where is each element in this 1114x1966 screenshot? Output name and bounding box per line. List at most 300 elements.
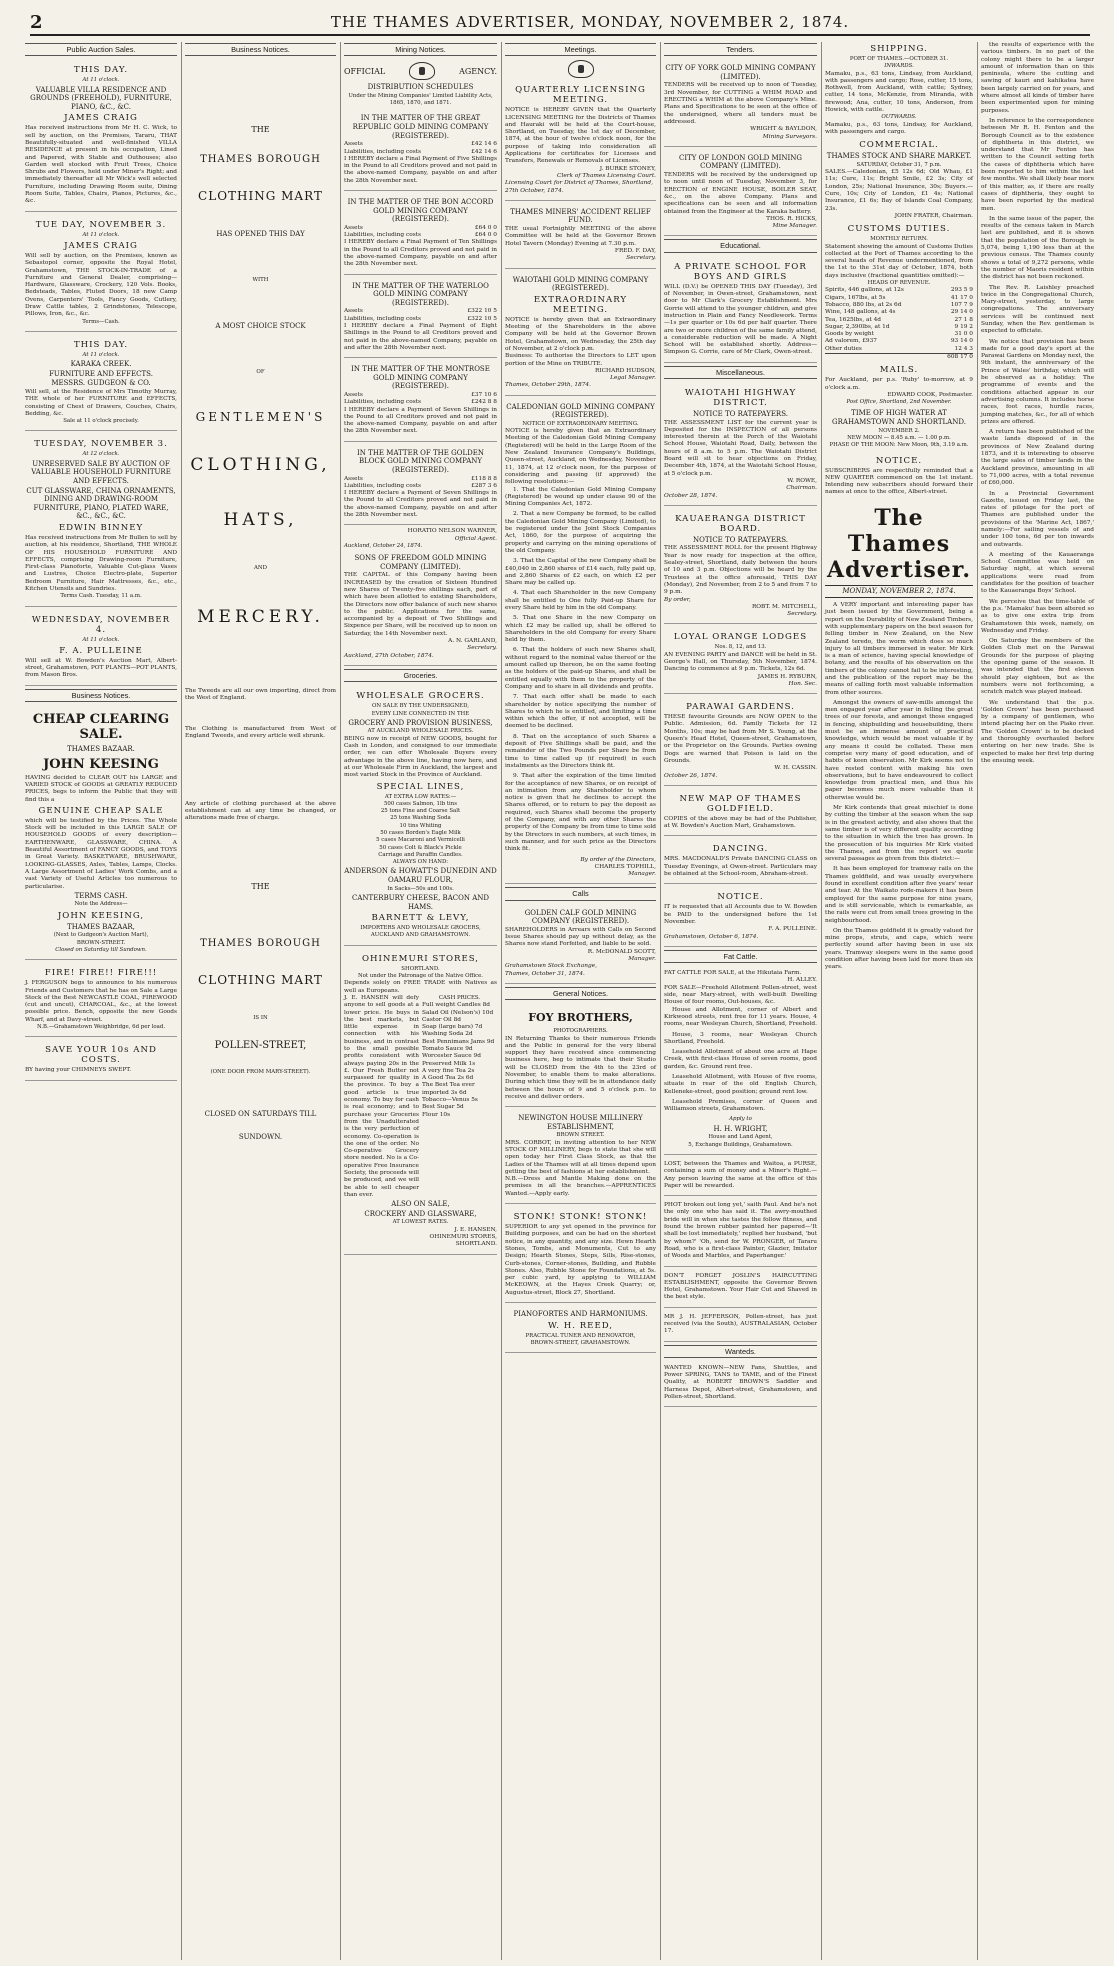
ad-body: COPIES of the above may be had of the Publisher, at W. Bowden's Auction Mart, Grahamstown. [664, 815, 817, 830]
ad-signature: J. BURKE STONEY, [599, 165, 656, 172]
ad-by-order: By order of the Directors, [580, 856, 656, 863]
ad-also: AT LOWEST RATES. [392, 1219, 449, 1226]
liabilities-value: £287 3 6 [471, 482, 497, 489]
dancing-ad [664, 839, 817, 884]
column-shipping-commercial [821, 42, 976, 1960]
auction-ad-karaka [25, 335, 177, 432]
duty-amount: 9 19 2 [954, 323, 973, 330]
ad-heading: TUE DAY, NOVEMBER 3. [35, 219, 167, 230]
ad-closed: Closed on Saturday till Sundown. [55, 946, 147, 953]
ad-heading: THIS DAY. [73, 65, 129, 76]
duty-item: Sugar, 2,390lbs, at 1d [825, 323, 890, 330]
section-header: Meetings. [505, 43, 656, 56]
ad-signature: A. N. GARLAND, [448, 638, 497, 645]
distribution-schedule [344, 361, 497, 442]
column-mining-notices [340, 42, 500, 1960]
price-item: A very fine Tea 2s [422, 1067, 475, 1074]
ad-date: October 26, 1874. [664, 772, 718, 779]
liabilities-label: Liabilities, including costs [344, 148, 421, 155]
ad-note: Note the Address— [74, 901, 128, 908]
ad-signature: J. E. HANSEN, [454, 1226, 497, 1233]
ad-heading: WEDNESDAY, NOVEMBER 4. [31, 614, 171, 635]
ad-body: SUPERIOR to any yet opened in the province for Building purposes, and can be had on the shortest notice, in any quantity, and any size. Hewn Hearth Stones, Tombs, and Monuments, Cut to any Design; Hearth Stones, Steps, Sills, Rise-stones, Curb-stones, Corner-stones, Building, and Rubble Stones. Also, Rubble Stone for Foundations, at 5s. per cubic yard, by applying to WILLIAM McKEOWN, at the Hayes Creek Quarry; or, Augustus-street, Block 27, Shortland. [505, 1224, 656, 1296]
ad-opened: HAS OPENED THIS DAY [216, 230, 305, 239]
ad-line: ON SALE BY THE UNDERSIGNED, [372, 703, 469, 710]
ad-title-borough: THAMES BOROUGH [200, 937, 321, 949]
ad-signature: ROBT. M. MITCHELL, [751, 603, 817, 610]
ad-business: Business: To authorise the Directors to LET upon portion of the Mine on TRIBUTE. [505, 353, 656, 367]
ad-body: FOR SALE—Freehold Allotment Pollen-street, west side, near Mary-street, with well-built Dwelling House of four rooms, Out-houses, &c. [664, 984, 817, 1006]
duties-table [825, 287, 973, 353]
ad-place: THAMES BAZAAR. [67, 745, 135, 754]
ad-office: Licensing Court for District of Thames, Shortland, 27th October, 1874. [505, 180, 653, 194]
schedule-title: IN THE MATTER OF THE WATERLOO GOLD MINING COMPANY (REGISTERED). [352, 281, 489, 307]
ad-title: KAUAERANGA DISTRICT BOARD. [675, 513, 806, 534]
price-item: Flour 10s [422, 1111, 451, 1118]
ad-body: THE CAPITAL of this Company having been INCREASED by the creation of Sixteen Hundred new Shares of Twenty-five shillings each, part of which have been allotted to existing Shareholders, the Directors now offer balance of such new shares to the public. Applications for the same, accompanied by a deposit of Two Shillings and Sixpence per Share, will be received up to noon on Saturday, the 14th November next. [344, 572, 497, 637]
ad-body: Will sell, at the Residence of Mrs Timothy Murray, THE whole of her FURNITURE and EFFECTS, consisting of Chest of Drawers, Couches, Chairs, Bedding, &c. [25, 388, 177, 417]
schedule-title: IN THE MATTER OF THE GOLDEN BLOCK GOLD MINING COMPANY (REGISTERED). [357, 448, 484, 474]
resolution: 3. That the Capital of the new Company shall be £40,040 in 2,860 shares of £14 each, fully paid up, and 2,860 Shares of £2 each, on which £2 per Share may be called up. [505, 558, 656, 587]
stone-ad [505, 1207, 656, 1303]
assets-label: Assets [344, 141, 363, 148]
special-item: 50 cases Borden's Eagle Milk [380, 829, 461, 836]
assets-label: Assets [344, 308, 363, 315]
ad-sub: NOTICE TO RATEPAYERS. [693, 409, 788, 418]
assets-value: £322 10 5 [467, 308, 497, 315]
liabilities-row [344, 149, 497, 156]
assets-row [344, 392, 497, 399]
ad-time: At 11 o'clock. [82, 351, 120, 358]
auction-ad-binney [25, 434, 177, 606]
ad-sub: NOTICE OF EXTRAORDINARY MEETING. [522, 420, 639, 427]
foy-brothers-ad [505, 1004, 656, 1107]
distribution-body: Under the Mining Companies' Limited Liability Acts, 1865, 1870, and 1871. [348, 92, 493, 107]
property-item: Leasehold Premises, corner of Queen and Williamson streets, Grahamstown. [664, 1098, 817, 1113]
section-header: Tenders. [664, 43, 817, 56]
ad-mercery: MERCERY. [197, 606, 324, 627]
ad-date: Thames, October 29th, 1874. [505, 382, 591, 389]
leader-paragraph: Amongst the owners of saw-mills amongst the men engaged year after year in felling the great trees of our forests, and amongst those engaged in fencing, shipbuilding and housebuilding, there must be an immense amount of practical knowledge, which would be most valuable if by any means it could be collated. These men comprise very many of good education, and of habits of keen observation. Mr Kirk seems not to have rested content with making his own observations, but to have endeavoured to collect knowledge from practical men, and thus his paper becomes much more valuable than it otherwise would be. [825, 699, 973, 801]
ad-title: PIANOFORTES AND HARMONIUMS. [513, 1310, 648, 1319]
city-of-london-ad [664, 150, 817, 237]
news-paragraph: A meeting of the Kauaeranga School Committee was held on Saturday night, at which several applications were read from candidates for the position of teacher to the Kauaeranga Boys' School. [981, 551, 1094, 595]
royal-crest-icon [409, 62, 435, 80]
ad-sundown: SUNDOWN. [238, 1133, 283, 1142]
ad-genuine: GENUINE CHEAP SALE [38, 805, 164, 816]
ad-body: Has received instructions from Mr Bullen to sell by auction, at his residence, Shortland, THE WHOLE OF HIS HOUSEHOLD FURNITURE AND EFFECTS, comprising Drawing-room Furniture, First-class Pianoforte, Valuable Cut-glass Vases and Lustres, Choice Electro-plate, Superior Bedroom Furniture, Hair Mattresses, &c., etc., Kitchen Utensils and Sundries. [25, 534, 177, 592]
customs-heads: HEADS OF REVENUE. [867, 280, 931, 287]
ad-body: WILL (D.V.) be OPENED THIS DAY (Tuesday), 3rd of November, in Owen-street, Grahamstown, next door to Mr Clark's Grocery Establishment. Mrs Gorrie will attend to the younger children, and give instruction in Plain and Fancy Needlework. Terms—1s per quarter or 10s 6d per half quarter. There are two or more children of the same family attend, a considerable reduction will be made. A Night School will be established shortly. Address—Simpson G. Corrie, care of Mr Clark, Owen-street. [664, 283, 817, 356]
ad-body: IT is requested that all Accounts due to W. Bowden be PAID to the undersigned before the 1st November. [664, 904, 817, 925]
news-paragraph: We understand that the p.s. 'Golden Crown' has been purchased by a company of gentlemen, who intend placing her on the Piako river. The 'Golden Crown' is to be docked and thoroughly overhauled before entering on her new trade. She is expected to make her first trip during the ensuing week. [981, 699, 1094, 764]
accounts-notice-ad [664, 887, 817, 946]
section-header: Groceries. [344, 669, 497, 682]
ad-signature: W. H. REED, [547, 1320, 614, 1331]
duty-row [825, 309, 973, 316]
property-item: House, 3 rooms, near Wesleyan Church Shortland, Freehold. [664, 1031, 817, 1045]
ad-title: WHOLESALE GROCERS. [356, 691, 485, 702]
ad-body: THESE favourite Grounds are NOW OPEN to the Public. Admission, 6d. Family Tickets for 12 Months, 10s; may be had from Mr S. Young, at the Queen's Head Hotel, Queen-street, Grahamstown, or the Proprietor on the Grounds. Parties owning Dogs are warned that Poison is laid on the Grounds. [664, 714, 817, 764]
ad-nb: N.B.—Dress and Mantle Making done on the premises in all the branches.—APPRENTICES Wanted.—Apply early. [505, 1176, 656, 1197]
stock-signature: JOHN FRATER, Chairman. [894, 212, 973, 219]
ad-role: Clerk of Thames Licensing Court. [557, 172, 656, 179]
section-header: Business Notices. [25, 689, 177, 702]
ad-address-name: JOHN KEESING, [57, 910, 145, 921]
ad-time: At 11 o'clock. [82, 77, 120, 84]
ad-title: SONS OF FREEDOM GOLD MINING COMPANY (LIMITED). [354, 554, 487, 571]
liabilities-label: Liabilities, including costs [344, 315, 421, 322]
special-item: 25 tons Fine and Coarse Salt [380, 808, 461, 815]
duty-row [825, 287, 973, 294]
ad-title: STONK! STONK! STONK! [513, 1212, 648, 1223]
leader-article [825, 602, 973, 972]
ad-body: NOTICE is HEREBY GIVEN that the Quarterly LICENSING MEETING for the Districts of Thames and Hauraki will be held at the Court-house, Shortland, on Tuesday, the 1st day of December, 1874, at the hour of twelve o'clock noon, for the purpose of taking into consideration all Applications for certificates for Licenses and Transfers, Renewals or Removals of Licenses. [505, 107, 656, 165]
liabilities-value: £322 10 5 [467, 315, 497, 322]
goldfield-map-ad [664, 789, 817, 837]
liabilities-row [344, 483, 497, 490]
ad-closed: CLOSED ON SATURDAYS TILL [204, 1110, 317, 1119]
ad-firm: BARNETT & LEVY, [371, 913, 470, 924]
assets-label: Assets [344, 391, 363, 398]
ad-clothing-note: The Clothing is manufactured from West of England Tweeds, and every article well shrunk. [185, 726, 336, 740]
tide-title: TIME OF HIGH WATER AT GRAHAMSTOWN AND SHORTLAND. [832, 409, 966, 427]
ad-auctioneer: MESSRS. GUDGEON & CO. [51, 379, 151, 388]
ad-address: (Next to Gudgeon's Auction Mart), [53, 932, 149, 939]
schedule-body: I HEREBY declare a Final Payment of Eight Shillings in the Pound to all Creditors proved and not paid in the above-named Company, payable on and after the 28th November next. [344, 322, 497, 351]
ad-body: HAVING decided to CLEAR OUT his LARGE and VARIED STOCK of GOODS at GREATLY REDUCED PRICES, begs to inform the Public that they will find this a [25, 774, 177, 803]
resolution: 8. That on the acceptance of such Shares a deposit of Five Shillings shall be paid, and the remainder of the Two Pounds per Share be from time to time called up (if required) in such instalments as the Directors think fit. [505, 733, 656, 769]
assets-row [344, 225, 497, 232]
ad-sub: EXTRAORDINARY MEETING. [533, 294, 628, 315]
liabilities-value: £64 0 0 [474, 232, 497, 239]
newington-ad [505, 1110, 656, 1204]
waiotahi-meeting-ad [505, 272, 656, 396]
distribution-schedule [344, 278, 497, 359]
inwards-heading: INWARDS. [884, 63, 914, 70]
section-header: Mining Notices. [344, 43, 497, 56]
wanted-ad [664, 1362, 817, 1407]
ad-body: THE ASSESSMENT ROLL for the present Highway Year is now ready for inspection at the office, Sealey-street, Shortland, daily between the hours of 10 and 3 p.m. Objections will be heard by the Trustees at the office aforesaid, THIS DAY (Monday), 2nd November, from 2 to 5 and from 7 to 9 p.m. [664, 545, 817, 596]
special-item: 10 tins Whiting [399, 822, 442, 829]
ad-title: DANCING. [712, 844, 769, 855]
ad-name: JOHN KEESING [43, 756, 159, 772]
outwards-heading: OUTWARDS. [881, 114, 917, 121]
waiotahi-highway-ad [664, 383, 817, 506]
ad-also: ALSO ON SALE, [391, 1200, 450, 1209]
ad-firm-line: IMPORTERS AND WHOLESALE GROCERS, [360, 925, 481, 932]
duty-amount: 27 1 8 [954, 316, 973, 323]
section-header: Miscellaneous. [664, 366, 817, 379]
ad-title: CALEDONIAN GOLD MINING COMPANY (REGISTERED). [506, 402, 655, 420]
assets-row [344, 476, 497, 483]
ad-is-in: IS IN [253, 1014, 268, 1021]
notice-title: NOTICE. [875, 455, 923, 466]
ad-role: Hon. Sec. [788, 680, 817, 687]
sweep-ad [25, 1040, 177, 1080]
ad-body: SHAREHOLDERS in Arrears with Calls on Second Issue Shares should pay up without delay, as the Shares now stand Forfeited, and liable to be sold. [505, 926, 656, 948]
schedule-list [344, 110, 497, 525]
ad-role: Secretary. [787, 611, 817, 618]
liabilities-row [344, 316, 497, 323]
news-paragraph: On Saturday the members of the Golden Club met on the Parawai Grounds for the purpose of playing the opening game of the season. It was intended that the first eleven should play eighteen, but as the numbers were not forthcoming, a scratch match was played instead. [981, 638, 1094, 696]
ad-hats: HATS, [223, 510, 298, 531]
duty-amount: 31 0 0 [954, 331, 973, 338]
duty-row [825, 317, 973, 324]
mails-title: MAILS. [879, 365, 919, 376]
ad-title: GOLDEN CALF GOLD MINING COMPANY (REGISTERED). [524, 908, 637, 926]
ad-flour-sizes: In Sacks—50s and 100s. [387, 885, 454, 892]
ad-signature: JAMES H. RYBURN, [757, 673, 817, 680]
section-header: Public Auction Sales. [25, 43, 177, 56]
ad-signature: SHORTLAND. [455, 1241, 497, 1248]
duty-row [825, 331, 973, 338]
pronger-ad [664, 1199, 817, 1266]
ad-sub: BROWN STREET. [556, 1132, 605, 1139]
column-tenders [660, 42, 820, 1960]
price-item: Castor Oil 8d [422, 1016, 462, 1023]
duty-amount: 93 14 0 [950, 338, 973, 345]
newspaper-date: MONDAY, NOVEMBER 2, 1874. [825, 585, 973, 598]
customs-title: CUSTOMS DUTIES. [847, 224, 951, 235]
shipping-title: SHIPPING. [870, 44, 928, 54]
cash-prices-list [422, 1002, 497, 1119]
ad-place: SHORTLAND. [401, 965, 440, 972]
liabilities-value: £242 8 8 [471, 399, 497, 406]
ad-title: NEWINGTON HOUSE MILLINERY ESTABLISHMENT, [518, 1114, 643, 1131]
ad-time: At 12 o'clock. [82, 451, 120, 458]
ad-of: OF [256, 368, 265, 375]
ad-body: BY having your CHIMNEYS SWEPT. [25, 1067, 132, 1074]
keesing-ad [25, 706, 177, 960]
stock-date: SATURDAY, October 31, 7 p.m. [856, 161, 942, 168]
special-item: 50 cases Colt & Black's Pickle [379, 844, 462, 851]
duty-item: Tea, 1625lbs, at 4d [825, 316, 881, 323]
price-item: The Best Tea ever imported 3s 6d [422, 1082, 475, 1096]
ad-the: THE [251, 125, 270, 135]
ad-one-door: (ONE DOOR FROM MARY-STREET). [210, 1069, 311, 1076]
ad-always: ALWAYS ON HAND: [392, 859, 449, 866]
ad-date: Thames, October 31, 1874. [505, 970, 585, 977]
ad-time: At 11 o'clock. [82, 636, 120, 643]
ad-title: OHINEMURI STORES, [361, 953, 480, 964]
ad-signature: THOS. R. HICKS, [766, 215, 817, 222]
auction-ad-pulleine [25, 610, 177, 686]
duty-item: Other duties [825, 345, 862, 352]
ad-body: LOST, between the Thames and Waitoa, a PURSE, containing a sum of money and a Miner's Right.—Any person leaving the same at the office of this Paper will be rewarded. [664, 1160, 817, 1189]
ad-firm-line: AUCKLAND AND GRAHAMSTOWN. [370, 932, 471, 939]
special-item: 5 cases Macaroni and Vermicelli [376, 837, 465, 844]
ad-patron: Not under the Patronage of the Native Office. [357, 973, 484, 980]
liabilities-label: Liabilities, including costs [344, 399, 421, 406]
duty-amount: 29 14 0 [950, 309, 973, 316]
ad-body: Has received instructions from Mr H. C. Wick, to sell by auction, on the Premises, Tararu, THAT Beautifully-situated and well-finished VILLA RESIDENCE at present in his occupation, Lined and Papered, with Stable and Outhouses; also Garden well stocked with Fruit Trees, Choice Shrubs and Flowers, held under Miner's Right; and immediately thereafter all Mr Wick's well selected Furniture, including Drawing Room suite, Dining Room Suite, Tables, Chairs, Pianos, Pictures, &c., &c. [25, 125, 177, 205]
leader-paragraph: A VERY important and interesting paper has just been issued by the Government, being a report on the Durability of New Zealand Timbers, with supplementary papers on the best season for felling timber in New Zealand, on the New Zealand teredo, the worm which does so much injury to all timbers immersed in water. Mr Kirk is a man of science, having special knowledge of botany, and the results of his observation on the timbers of the colony cannot fail to be interesting, and the publication of the report may be the means of calling forth most valuable information from other sources. [825, 602, 973, 696]
price-item: Salad Oil (Nelson's) 10d [422, 1009, 494, 1016]
ad-title: LOYAL ORANGE LODGES [673, 632, 808, 643]
ad-role: Secretary. [626, 255, 656, 262]
section-header: Educational. [664, 239, 817, 252]
leader-paragraph: It has been employed for tramway rails on the Thames goldfield, and was usually everywhere found in excellent condition after five years' wear and tear. At the Waikato rode-makers it has been employed for the same purpose for nine years, and is still serviceable, which is remarkable, as the rails were cut from small trees growing in the neighbourhood. [825, 866, 973, 924]
column-clothing-mart [181, 42, 339, 1960]
ad-and: AND [254, 565, 267, 572]
ad-line: EVERY LINE CONNECTED IN THE [371, 710, 470, 717]
price-item: Best Pennimans Jams 9d [422, 1038, 495, 1045]
resolution: 5. That one Share in the new Company on which £2 may be called up, shall be offered to Shareholders in the old Company for every Share held by them. [505, 615, 656, 644]
ad-body: NOTICE is hereby given that an Extraordinary Meeting of the Shareholders in the above Company will be held at the Governor Brown Hotel, Grahamstown, on Wednesday, the 25th day of November, at 2 o'clock p.m. [505, 316, 656, 352]
fire-ad [25, 963, 177, 1037]
cash-prices-header: CASH PRICES. [438, 994, 481, 1001]
schedule-title: IN THE MATTER OF THE BON ACCORD GOLD MINING COMPANY (REGISTERED). [347, 198, 494, 224]
ad-body-2: which will be testified by the Prices. The Whole Stock will be included in this LARGE SALE OF HOUSEHOLD GOODS of every description— EARTHENWARE, GLASSWARE, CHINA. A Beautiful Assortment of FANCY GOODS, and TOYS in Great Variety. BASKETWARE, BRUSHWARE, LOOKING-GLASSES, Axles, Tables, Lamps, Clocks. A Large Assortment of Ladies' Work Combs, and a vast Variety of Useful Articles too numerous to particularise. [25, 817, 177, 890]
ad-with: WITH [252, 276, 269, 283]
royal-crest-icon [568, 60, 594, 78]
duty-amount: 293 5 9 [950, 287, 973, 294]
ad-signature: H. ALLEY. [787, 977, 817, 984]
ad-role: Manager. [628, 871, 656, 878]
leader-paragraph: On the Thames goldfield it is greatly valued for mine props, struts, and caps, which were perfectly sound after having been in use six years. Tramway sleepers were in the same good condition after having been laid for more than six years. [825, 927, 973, 971]
price-item: Best Sugar 5d [422, 1104, 464, 1111]
assets-row [344, 141, 497, 148]
column-meetings [501, 42, 659, 1960]
liabilities-row [344, 399, 497, 406]
duty-item: Ad valorem, £937 [825, 338, 877, 345]
price-item: Tobacco—Venus 5s [422, 1097, 478, 1104]
ad-address: THAMES BAZAAR, [67, 922, 135, 931]
schedule-body: I HEREBY declare a Payment of Seven Shillings in the Pound to all Creditors proved and not paid in the above-named Company, payable on and after the 28th November next. [344, 490, 497, 518]
ad-title: UNRESERVED SALE BY AUCTION OF VALUABLE HOUSEHOLD FURNITURE AND EFFECTS. [31, 459, 171, 485]
parawai-gardens-ad [664, 697, 817, 786]
ad-role: Manager. [628, 956, 656, 963]
ad-body: J. FERGUSON begs to announce to his numerous Friends and Customers that he has on Sale a Large Stock of the Best NEWCASTLE COAL, FIREWOOD (cut and uncut), CHARCOAL, &c., at the lowest possible price. Bench, opposite the new Goods Wharf, and at Davy-street. [25, 980, 177, 1023]
ad-terms: TERMS CASH. [74, 891, 128, 900]
duty-row [825, 346, 973, 353]
section-header: Wanteds. [664, 1345, 817, 1358]
sons-of-freedom-ad [344, 550, 497, 666]
section-header: General Notices. [505, 987, 656, 1000]
special-item: Carriage and Paraffin Candles. [378, 851, 463, 858]
duty-amount: 107 7 9 [950, 301, 973, 308]
ad-the: THE [251, 881, 270, 891]
ad-street: POLLEN-STREET, [214, 1039, 307, 1051]
ad-terms: Terms—Cash. [82, 318, 120, 325]
jefferson-ad [664, 1311, 817, 1342]
ad-body: THE usual Fortnightly MEETING of the above Committee will be held at the Governor Brown Hotel Tavern (Monday) Evening at 7.30 p.m. [505, 226, 656, 247]
ad-signature: WRIGHT & BAYLDON, [750, 126, 817, 133]
ad-title: KARAKA CREEK. [70, 360, 132, 369]
ad-title: FOY BROTHERS, [528, 1011, 633, 1025]
ad-address: BROWN-STREET. [76, 939, 126, 946]
auction-ad-villa [25, 60, 177, 211]
masthead [30, 10, 1090, 36]
mails-office: Post Office, Shortland, 2nd November. [846, 399, 952, 406]
ad-title: NOTICE. [717, 892, 764, 903]
page-number: 2 [30, 11, 43, 33]
ad-terms: Sale at 11 o'clock precisely. [63, 418, 139, 425]
ad-signature: FRED. F. DAY, [614, 247, 656, 254]
news-paragraph: the results of experience with the various timbers. In no part of the colony might there to be a larger amount of information than on this peninsula, where the cutting and sawing of kauri and kahikatea have been largely carried on for years, and where almost all kinds of timber have been experimented upon for mining purposes. [981, 42, 1094, 114]
stock-body: SALES.—Caledonian, £5 12s 6d; Old Whau, £1 11s; Cure, 11s; Bright Smile, £2 3s; City of London, 25s; National Insurance, 30s; Buyers.—Cure, 10s; City of London, £1 4s; National Insurance, £1 6s; Bay of Islands Coal Company, 23s. [825, 169, 973, 212]
ad-role: Legal Manager. [610, 375, 656, 382]
ad-title: CITY OF YORK GOLD MINING COMPANY (LIMITED). [665, 64, 816, 81]
leader-paragraph: Mr Kirk contends that great mischief is done by cutting the timber at the season when the sap is in the greatest activity, and also shows that the same timber is of very different quality according to the situation in which the tree has grown. In the prosecution of his inquiries Mr Kirk visited the Thames, and from the report we quote several passages as given from this district:— [825, 805, 973, 863]
duty-row [825, 302, 973, 309]
tide-row: NEW MOON — 8.45 a.m. — 1.00 p.m. [847, 434, 951, 441]
price-item: Washing Soda 2d [422, 1031, 473, 1038]
lost-purse-ad [664, 1158, 817, 1196]
mails-body: For Auckland, per p.s. 'Ruby' to-morrow, at 9 o'clock a.m. [825, 377, 973, 391]
ad-title-borough: THAMES BOROUGH [200, 153, 321, 165]
price-item: Full weight Candles 8d [422, 1002, 491, 1009]
ad-place: Grahamstown Stock Exchange, [505, 963, 597, 970]
ad-body: Will sell at W. Bowden's Auction Mart, Albert-street, Grahamstown, POT PLANTS—POT PLANTS, from Mason Bros. [25, 657, 177, 679]
duty-amount: 41 17 0 [950, 294, 973, 301]
ad-heading: TUESDAY, NOVEMBER 3. [34, 439, 168, 450]
duty-item: Wine, 148 gallons, at 4s [825, 309, 896, 316]
official-label: OFFICIAL [344, 66, 386, 76]
ad-signature: R. McDONALD SCOTT, [587, 948, 656, 955]
duty-amount: 12 4 3 [954, 345, 973, 352]
ohinemuri-stores-ad [344, 949, 497, 1255]
official-date: Auckland, October 24, 1874. [344, 542, 423, 549]
ad-also: CROCKERY AND GLASSWARE, [364, 1209, 477, 1218]
ad-body: Depends solely on FREE TRADE with Natives as well as Europeans. [344, 980, 497, 994]
news-paragraphs [981, 42, 1094, 765]
liabilities-row [344, 232, 497, 239]
ad-body: Will sell by auction, on the Premises, known as Sebastopol corner, opposite the Royal Hotel, Grahamstown, THE STOCK-IN-TRADE of a Furniture and General Dealer, comprising—Hardware, Glassware, Crockery, 120 Vols. Books, Bedsteads, Tables, Fluted Doors, 18 new Camp Ovens, Carpenters' Tools, Fancy Goods, Cutlery, Draw Cattle tables, 2 Grindstones, Telescope, Pillows, Iron, &c., &c. [25, 252, 177, 318]
ad-title: QUARTERLY LICENSING MEETING. [515, 85, 646, 106]
news-paragraph: In reference to the correspondence between Mr R. H. Fenton and the Borough Council as to the existence of diphtheria in this district, we understand that Mr Fenton has written to the Council setting forth the cases of diphtheria which have been reported to him within the last few months. We shall likely hear more of this matter, as, if there are really cases of diphtheria, they ought to have been reported by the medical men. [981, 117, 1094, 212]
duty-row [825, 338, 973, 345]
assets-value: £37 10 6 [471, 391, 497, 398]
section-header: Fat Cattle. [664, 950, 817, 963]
schedule-title: IN THE MATTER OF THE MONTROSE GOLD MINING COMPANY (REGISTERED). [351, 365, 490, 391]
ad-body: IN Returning Thanks to their numerous Friends and the Public in general for the very liberal support they have received since commencing business here, beg to intimate that their Studio will be CLOSED from the 4th to the 23rd of November, to enable them to make alterations. During which time they will be in attendance daily between the hours of 9 and 5 o'clock p.m. to receive and deliver orders. [505, 1035, 656, 1100]
quarterly-licensing-ad [505, 80, 656, 201]
price-item: Tomato Sauce 9d [422, 1046, 473, 1052]
ad-signature: W. H. CASSIN. [774, 765, 817, 772]
ad-title-mart: CLOTHING MART [198, 188, 323, 203]
ad-title: WAIOTAHI GOLD MINING COMPANY (REGISTERED). [512, 275, 649, 293]
resolution: 2. That a new Company be formed, to be called the Caledonian Gold Mining Company (Limited), to be registered under the Joint Stock Companies Act, 1860, for the purpose of acquiring the property and carrying on the mining operations of the old Company. [505, 511, 656, 554]
ad-title: VALUABLE VILLA RESIDENCE AND GROUNDS (FREEHOLD), FURNITURE, PIANO, &C., &C. [30, 85, 172, 111]
ad-title-mart: CLOTHING MART [198, 973, 323, 988]
resolution: 4. That each Shareholder in the new Company shall be entitled to One fully Paid-up Share for every Share held by him in the old Company. [505, 590, 656, 611]
ad-special-sub: AT EXTRA LOW RATES:— [384, 793, 457, 800]
ad-title: THAMES MINERS' ACCIDENT RELIEF FUND. [510, 207, 651, 225]
fat-cattle-ad [664, 967, 817, 1155]
ad-signature: RICHARD HUDSON, [594, 367, 656, 374]
customs-sub: MONTHLY RETURN. [870, 236, 928, 243]
ad-time: At 11 o'clock. [82, 231, 120, 238]
ad-role: House and Land Agent, [708, 1134, 773, 1141]
ad-body: MRS. MACDONALD'S Private DANCING CLASS on Tuesday Evenings, at Owen-street. Particulars may be obtained at the School-room, Abraham-street. [664, 856, 817, 878]
outwards-body: Mamaku, p.s., 63 tons, Lindsay, for Auckland, with passengers and cargo. [825, 121, 973, 135]
ad-role: Mining Surveyors. [762, 133, 817, 140]
special-item: 25 tons Washing Soda [390, 815, 451, 822]
ad-auctioneer: JAMES CRAIG [64, 113, 138, 124]
ad-gentlemens: GENTLEMEN'S [195, 409, 326, 424]
ad-address: 5, Exchange Buildings, Grahamstown. [688, 1141, 793, 1148]
ad-role: Mine Manager. [772, 223, 817, 230]
ad-body: AN EVENING PARTY and DANCE will be held in St. George's Hall, on Thursday, 5th November, 1874. Dancing to commence at 9 p.m. Tickets, 12s 6d. [664, 651, 817, 673]
customs-body: Statement showing the amount of Customs Duties collected at the Port of Thames according to the several heads of Revenue undermentioned, from the 1st to the 31st day of October, 1874, both days inclusive (fractional quantities omitted):— [825, 243, 973, 279]
ad-choice: A MOST CHOICE STOCK [215, 322, 306, 331]
distribution-schedule [344, 110, 497, 191]
assets-label: Assets [344, 475, 363, 482]
port-heading: PORT OF THAMES.—OCTOBER 31. [849, 56, 949, 62]
ad-clothing: CLOTHING, [190, 455, 331, 476]
